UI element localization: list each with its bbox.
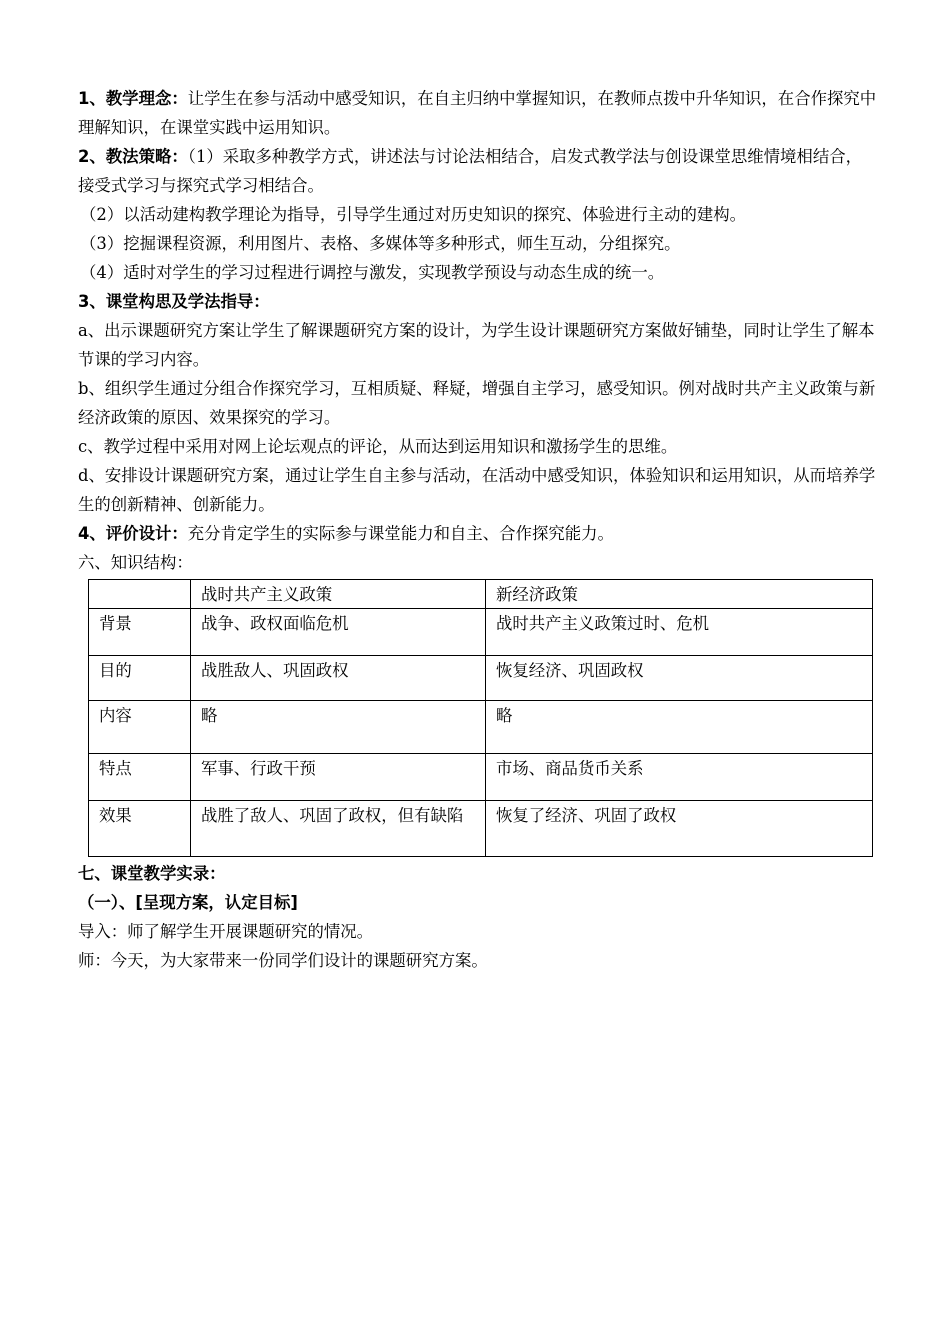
table-cell: 市场、商品货币关系 <box>486 754 873 801</box>
table-row-label: 内容 <box>89 701 191 754</box>
section-3-item: b、组织学生通过分组合作探究学习，互相质疑、释疑，增强自主学习，感受知识。例对战时共产主义政策与新经济政策的原因、效果探究的学习。 <box>78 379 876 427</box>
knowledge-structure-table <box>88 579 873 857</box>
section-2-title: 2、教法策略： <box>78 147 188 166</box>
section-2-item: （4）适时对学生的学习过程进行调控与激发，实现教学预设与动态生成的统一。 <box>80 263 665 282</box>
section-2-item: （3）挖掘课程资源，利用图片、表格、多媒体等多种形式，师生互动，分组探究。 <box>80 234 681 253</box>
section-6-title: 六、知识结构： <box>78 553 193 572</box>
table-row-label: 目的 <box>89 656 191 701</box>
table-row-label: 背景 <box>89 609 191 656</box>
table-row <box>89 609 873 656</box>
table-row <box>89 656 873 701</box>
table-cell: 战胜了敌人、巩固了政权，但有缺陷 <box>191 801 486 857</box>
section-4-title: 4、评价设计： <box>78 524 188 543</box>
section-4 <box>78 519 878 548</box>
document-page <box>78 84 878 975</box>
table-row-label: 特点 <box>89 754 191 801</box>
section-1-text: 让学生在参与活动中感受知识，在自主归纳中掌握知识，在教师点拨中升华知识，在合作探究中理解知识，在课堂实践中运用知识。 <box>78 89 877 137</box>
table-cell: 战时共产主义政策过时、危机 <box>486 609 873 656</box>
table-cell: 战胜敌人、巩固政权 <box>191 656 486 701</box>
table-row <box>89 754 873 801</box>
table-cell: 军事、行政干预 <box>191 754 486 801</box>
table-header-row <box>89 580 873 609</box>
section-1 <box>78 84 878 142</box>
section-3-title: 3、课堂构思及学法指导： <box>78 292 270 311</box>
section-3-item: c、教学过程中采用对网上论坛观点的评论，从而达到运用知识和激扬学生的思维。 <box>78 437 678 456</box>
table-row <box>89 801 873 857</box>
table-cell: 战争、政权面临危机 <box>191 609 486 656</box>
table-cell: 恢复了经济、巩固了政权 <box>486 801 873 857</box>
table-cell: 恢复经济、巩固政权 <box>486 656 873 701</box>
section-1-title: 1、教学理念： <box>78 89 188 108</box>
section-2-text: （1）采取多种教学方式，讲述法与讨论法相结合，启发式教学法与创设课堂思维情境相结合，接受式学习与探究式学习相结合。 <box>78 147 862 195</box>
section-2-item: （2）以活动建构教学理论为指导，引导学生通过对历史知识的探究、体验进行主动的建构。 <box>80 205 747 224</box>
section-7-title: 七、课堂教学实录： <box>78 864 226 883</box>
table-header-cell: 新经济政策 <box>486 580 873 609</box>
table-cell: 略 <box>191 701 486 754</box>
table-header-cell <box>89 580 191 609</box>
table-header-cell: 战时共产主义政策 <box>191 580 486 609</box>
section-3-item: d、安排设计课题研究方案，通过让学生自主参与活动，在活动中感受知识，体验知识和运用知识，从而培养学生的创新精神、创新能力。 <box>78 466 876 514</box>
table-row-label: 效果 <box>89 801 191 857</box>
table-row <box>89 701 873 754</box>
section-7-paragraph: 师：今天，为大家带来一份同学们设计的课题研究方案。 <box>78 951 488 970</box>
section-7-subtitle: （一）、[呈现方案，认定目标] <box>78 893 298 912</box>
section-3-item: a、出示课题研究方案让学生了解课题研究方案的设计，为学生设计课题研究方案做好铺垫，同时让学生了解本节课的学习内容。 <box>78 321 875 369</box>
section-2 <box>78 142 878 200</box>
table-cell: 略 <box>486 701 873 754</box>
section-4-text: 充分肯定学生的实际参与课堂能力和自主、合作探究能力。 <box>187 524 614 543</box>
section-7-paragraph: 导入：师了解学生开展课题研究的情况。 <box>78 922 374 941</box>
